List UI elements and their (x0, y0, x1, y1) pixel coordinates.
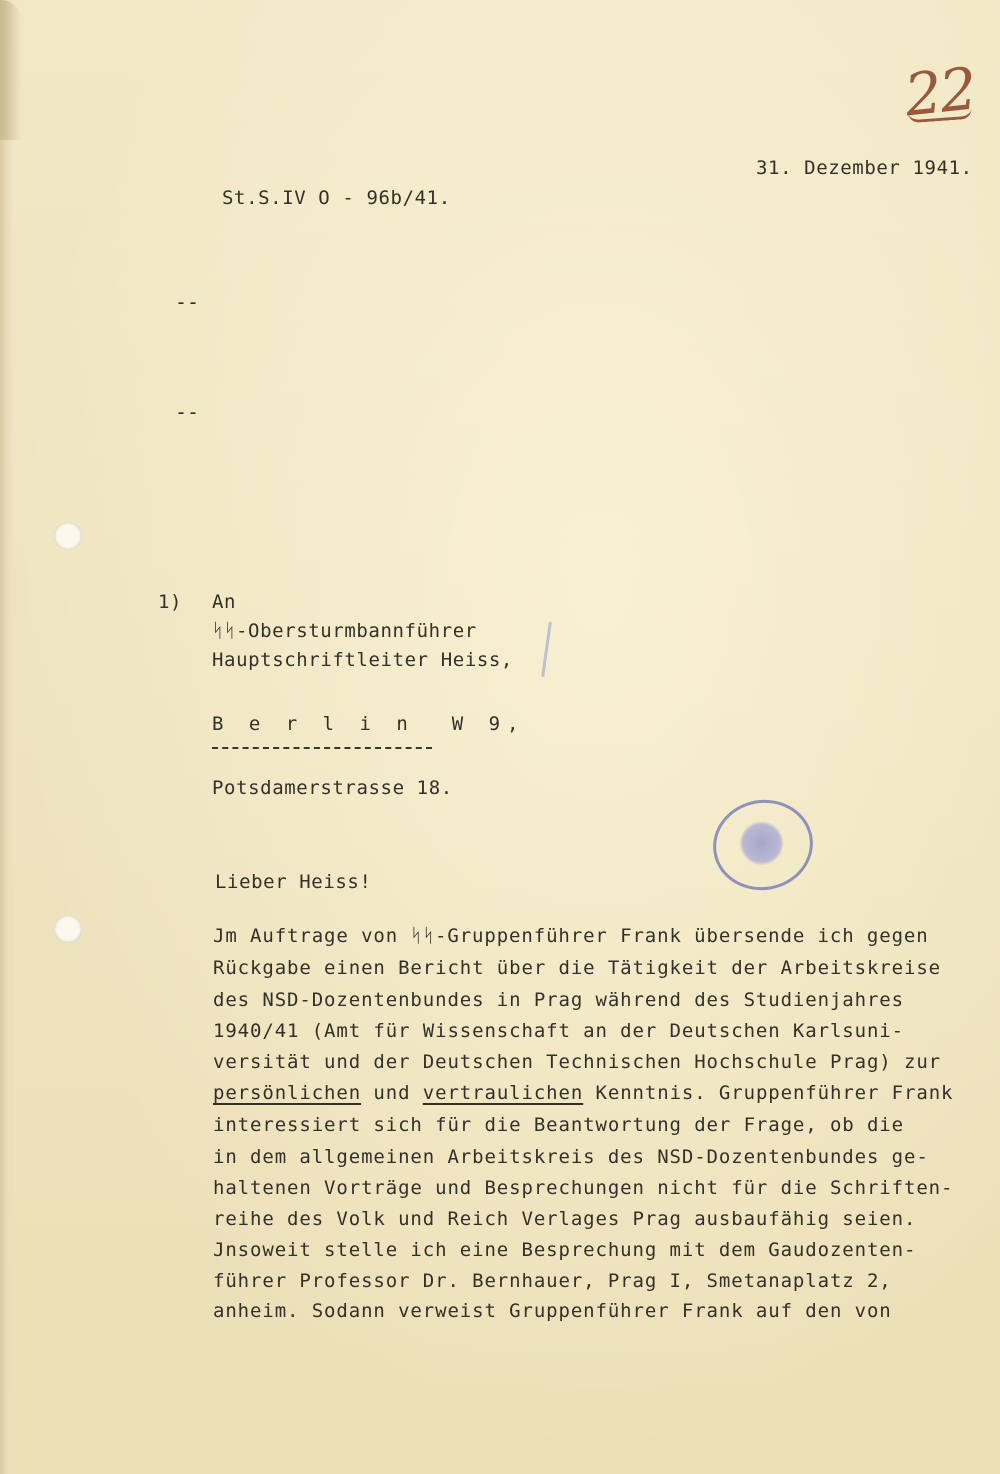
body-text: Kenntnis. Gruppenführer Frank (583, 1082, 954, 1104)
dash-mark-1: -- (175, 290, 200, 314)
body-line: Rückgabe einen Bericht über die Tätigkeit der Arbeitskreise (213, 957, 941, 979)
body-line: haltenen Vorträge und Besprechungen nicht für die Schriften- (213, 1177, 954, 1199)
stamp-emblem (736, 818, 787, 869)
punch-hole-upper (54, 522, 82, 550)
document-date: 31. Dezember 1941. (756, 157, 973, 179)
underlined-word-confidential: vertraulichen (422, 1082, 584, 1104)
city-underline (212, 747, 432, 749)
body-line: anheim. Sodann verweist Gruppenführer Frank auf den von (213, 1300, 892, 1322)
address-line-2: ᛋᛋ-Obersturmbannführer (212, 620, 477, 642)
body-text: und (361, 1082, 423, 1104)
punch-hole-lower (54, 915, 82, 943)
body-line: interessiert sich für die Beantwortung der Frage, ob die (213, 1114, 904, 1136)
address-street: Potsdamerstrasse 18. (212, 777, 453, 799)
paper-curl (0, 0, 22, 140)
greeting: Lieber Heiss! (215, 871, 372, 893)
address-city: B e r l i n W 9, (212, 713, 526, 735)
paper-edge (0, 0, 14, 1474)
body-line: des NSD-Dozentenbundes in Prag während des Studienjahres (213, 989, 904, 1011)
body-line: Jnsoweit stelle ich eine Besprechung mit dem Gaudozenten- (213, 1239, 917, 1261)
body-line-underlined (213, 1082, 953, 1104)
body-line: 1940/41 (Amt für Wissenschaft an der Deutschen Karlsuni- (213, 1020, 904, 1042)
address-line-1: An (212, 591, 237, 613)
address-line-3: Hauptschriftleiter Heiss, (212, 649, 513, 671)
reference-number: St.S.IV O - 96b/41. (222, 187, 451, 209)
folio-number: 22 (901, 54, 979, 130)
item-number: 1) (158, 591, 183, 613)
body-line: Jm Auftrage von ᛋᛋ-Gruppenführer Frank übersende ich gegen (213, 925, 929, 947)
body-line: in dem allgemeinen Arbeitskreis des NSD-Dozentenbundes ge- (213, 1146, 929, 1168)
ink-stamp (706, 792, 820, 898)
body-line: reihe des Volk und Reich Verlages Prag ausbaufähig seien. (213, 1208, 917, 1230)
underlined-word-personal: persönlichen (213, 1082, 362, 1104)
body-line: führer Professor Dr. Bernhauer, Prag I, Smetanaplatz 2, (213, 1270, 892, 1292)
body-line: versität und der Deutschen Technischen Hochschule Prag) zur (213, 1051, 941, 1073)
dash-mark-2: -- (175, 400, 200, 424)
pencil-mark (541, 622, 552, 677)
